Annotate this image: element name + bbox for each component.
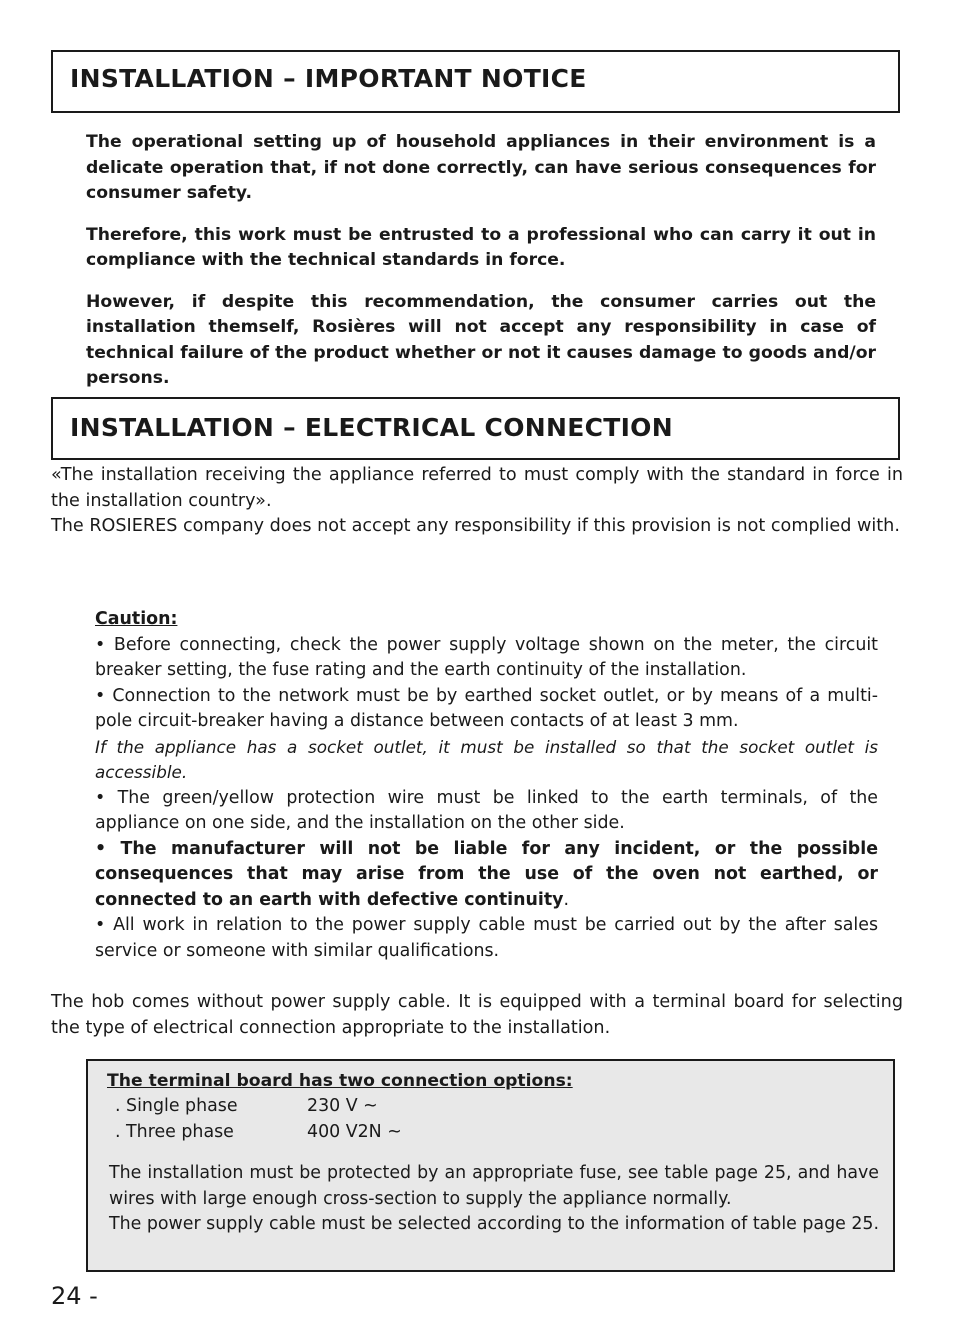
option-label: . Three phase [115, 1122, 234, 1142]
option-value: 400 V2N ~ [307, 1122, 402, 1142]
page-number: 24 - [51, 1282, 98, 1310]
electrical-connection-heading: INSTALLATION – ELECTRICAL CONNECTION [70, 413, 673, 442]
hob-cable-text [51, 990, 903, 1041]
important-notice-heading-box [51, 50, 900, 113]
cable-paragraph: The power supply cable must be selected according to the information of table page 25. [109, 1214, 880, 1234]
liability-end: . [563, 889, 570, 910]
caution-item: • All work in relation to the power supply cable must be carried out by the after sales service or someone with similar qualifications. [95, 915, 878, 961]
caution-italic-note: If the appliance has a socket outlet, it must be installed so that the socket outlet is accessible. [95, 736, 878, 782]
caution-item: • The green/yellow protection wire must be linked to the earth terminals, of the appliance on one side, and the installation on the other side. [95, 787, 878, 833]
caution-item-liability [95, 837, 878, 914]
connection-option-single-phase [115, 1094, 378, 1120]
important-notice-text [86, 130, 876, 408]
intro-paragraph: The ROSIERES company does not accept any responsibility if this provision is not complied with. [51, 516, 900, 536]
hob-paragraph: The hob comes without power supply cable. It is equipped with a terminal board for selecting the type of electrical connection appropriate to the installation. [51, 992, 903, 1038]
liability-bold-text: • The manufacturer will not be liable for any incident, or the possible consequences that may arise from the use of the oven not earthed, or connected to an earth with defective continuity [95, 838, 878, 910]
notice-paragraph: However, if despite this recommendation, the consumer carries out the installation themself, Rosières will not accept any responsibility in case of technical failure of the product whether or not it causes damage to goods and/or persons. [86, 291, 876, 388]
important-notice-heading: INSTALLATION – IMPORTANT NOTICE [70, 64, 587, 93]
intro-paragraph: «The installation receiving the appliance referred to must comply with the standard in force in the installation country». [51, 465, 903, 511]
option-label: . Single phase [115, 1096, 238, 1116]
electrical-intro [51, 463, 903, 540]
option-value: 230 V ~ [307, 1096, 378, 1116]
caution-section [95, 607, 878, 964]
terminal-board-text [109, 1161, 879, 1238]
connection-option-three-phase [115, 1120, 402, 1146]
notice-paragraph: The operational setting up of household appliances in their environment is a delicate operation that, if not done correctly, can have serious consequences for consumer safety. [86, 132, 876, 203]
fuse-paragraph: The installation must be protected by an appropriate fuse, see table page 25, and have wires with large enough cross-section to supply the appliance normally. [109, 1163, 879, 1209]
terminal-board-box [86, 1059, 895, 1272]
terminal-board-title: The terminal board has two connection options: [107, 1071, 573, 1091]
caution-item: • Before connecting, check the power supply voltage shown on the meter, the circuit breaker setting, the fuse rating and the earth continuity of the installation. [95, 634, 878, 680]
caution-title: Caution: [95, 609, 178, 629]
notice-paragraph: Therefore, this work must be entrusted to a professional who can carry it out in compliance with the technical standards in force. [86, 224, 876, 270]
electrical-connection-heading-box [51, 397, 900, 460]
caution-item: • Connection to the network must be by earthed socket outlet, or by means of a multi-pole circuit-breaker having a distance between contacts of at least 3 mm. [95, 685, 878, 731]
